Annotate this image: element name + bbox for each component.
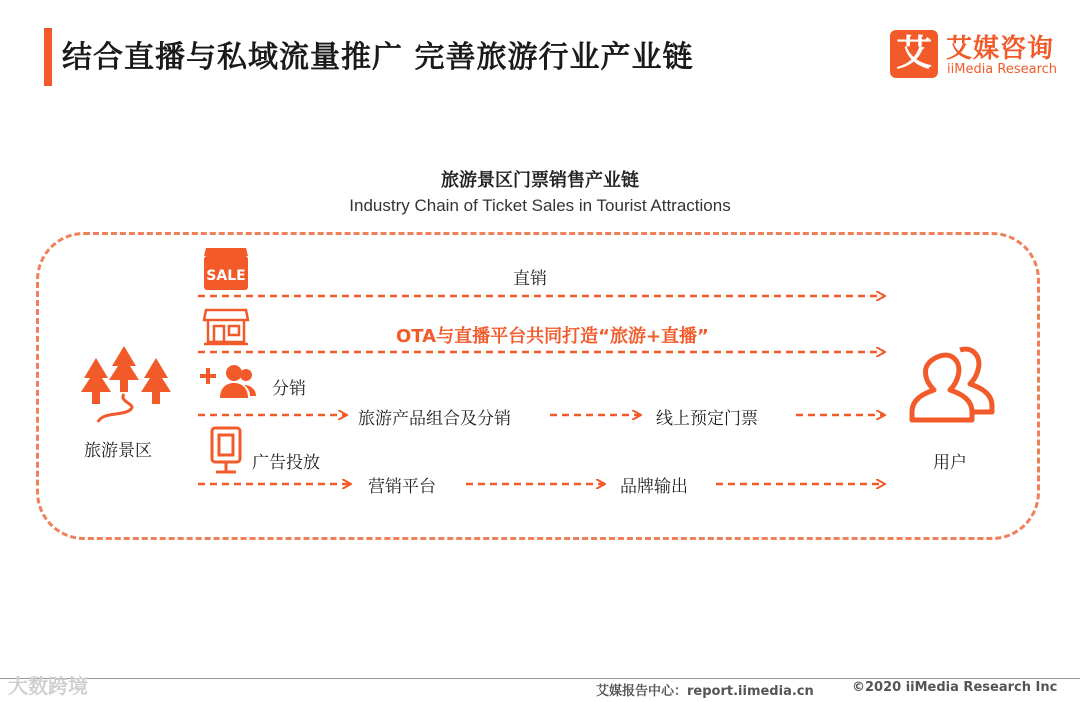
page-title: 结合直播与私域流量推广 完善旅游行业产业链: [62, 40, 694, 75]
distribution-label: 分销: [272, 379, 306, 399]
logo-name-en: iiMedia Research: [947, 62, 1058, 77]
ads-step-2: 品牌输出: [620, 477, 688, 497]
storefront-icon: [202, 306, 250, 346]
pine-trees-icon: [78, 344, 174, 426]
billboard-icon: [208, 426, 244, 474]
source-node-label: 旅游景区: [84, 441, 152, 461]
distribution-step-1: 旅游产品组合及分销: [358, 409, 511, 429]
ota-live-label: OTA与直播平台共同打造“旅游+直播”: [396, 326, 709, 347]
footer-copyright: ©2020 iiMedia Research Inc: [852, 680, 1058, 695]
diagram-subtitle: Industry Chain of Ticket Sales in Tourist Attractions: [349, 196, 731, 215]
users-icon: [908, 342, 998, 426]
add-users-icon: [200, 362, 256, 402]
ads-label: 广告投放: [252, 453, 320, 473]
logo-mark: 艾: [890, 30, 938, 78]
target-node-label: 用户: [933, 453, 967, 473]
sale-shop-icon: [202, 246, 250, 292]
distribution-step-2: 线上预定门票: [656, 409, 758, 429]
ads-step-1: 营销平台: [368, 477, 436, 497]
diagram-title: 旅游景区门票销售产业链: [441, 170, 639, 191]
watermark: 大数跨境: [8, 674, 88, 698]
footer-divider: [0, 678, 1080, 679]
logo-name-cn: 艾媒咨询: [946, 34, 1055, 64]
svg-text:SALE: SALE: [206, 268, 246, 284]
footer-source: 艾媒报告中心：report.iimedia.cn: [596, 684, 814, 699]
direct-sales-label: 直销: [513, 269, 547, 289]
